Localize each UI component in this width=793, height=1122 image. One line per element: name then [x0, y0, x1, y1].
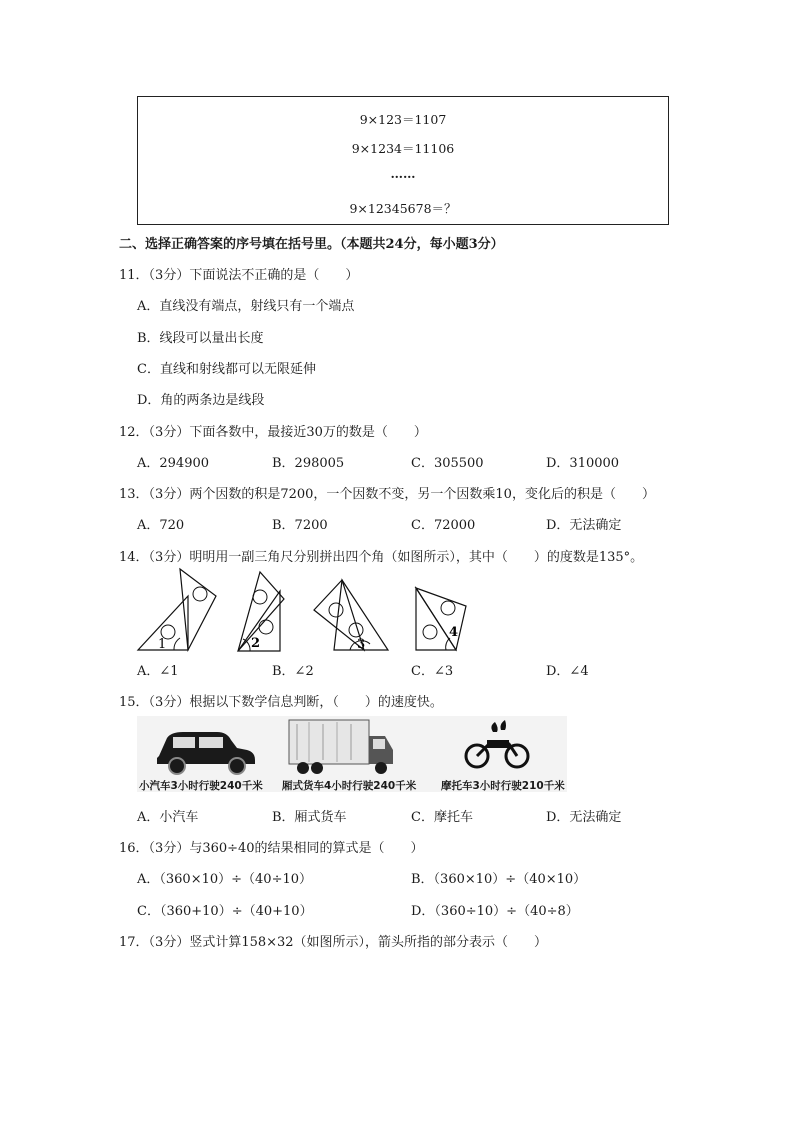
- angle-label-3: 3: [357, 637, 366, 652]
- q13-option-d: D．无法确定: [546, 518, 622, 533]
- q14-option-d: D．∠4: [546, 664, 589, 679]
- q11-stem: 11．（3分）下面说法不正确的是（ ）: [119, 268, 359, 283]
- pattern-line-2: 9×1234＝11106: [351, 141, 455, 156]
- q13-option-c: C．72000: [411, 518, 476, 533]
- triangle-figure-2: [236, 569, 288, 653]
- q14-option-a: A．∠1: [137, 664, 179, 679]
- q17-stem: 17．（3分）竖式计算158×32（如图所示），箭头所指的部分表示（ ）: [119, 935, 548, 950]
- q11-option-c: C．直线和射线都可以无限延伸: [137, 362, 316, 377]
- q16-option-c: C．（360+10）÷（40+10）: [137, 904, 313, 919]
- q16-stem: 16．（3分）与360÷40的结果相同的算式是（ ）: [119, 841, 424, 856]
- angle-label-4: 4: [449, 625, 459, 640]
- q15-option-a: A．小汽车: [137, 810, 199, 825]
- motorcycle-caption: 摩托车3小时行驶210千米: [441, 780, 565, 792]
- q14-option-b: B．∠2: [272, 664, 314, 679]
- truck-caption: 厢式货车4小时行驶240千米: [282, 780, 417, 792]
- q11-option-d: D．角的两条边是线段: [137, 393, 265, 408]
- q15-option-d: D．无法确定: [546, 810, 622, 825]
- q14-option-c: C．∠3: [411, 664, 454, 679]
- q12-option-c: C．305500: [411, 456, 484, 471]
- triangle-figure-1: [136, 566, 220, 652]
- q14-stem: 14．（3分）明明用一副三角尺分别拼出四个角（如图所示），其中（ ）的度数是135°。: [119, 550, 644, 565]
- q12-option-a: A．294900: [137, 456, 210, 471]
- triangle-figure-3: [312, 578, 392, 652]
- q15-option-c: C．摩托车: [411, 810, 473, 825]
- angle-label-1: 1: [158, 637, 167, 652]
- pattern-line-4: 9×12345678＝？: [349, 201, 457, 216]
- q15-stem: 15．（3分）根据以下数学信息判断，（ ）的速度快。: [119, 695, 443, 710]
- triangle-figure-4: [412, 584, 470, 652]
- q11-option-a: A．直线没有端点，射线只有一个端点: [137, 299, 355, 314]
- q16-option-b: B．（360×10）÷（40×10）: [411, 872, 587, 887]
- q15-option-b: B．厢式货车: [272, 810, 347, 825]
- q12-stem: 12．（3分）下面各数中，最接近30万的数是（ ）: [119, 425, 427, 440]
- q13-option-b: B．7200: [272, 518, 328, 533]
- section-title: 二、选择正确答案的序号填在括号里。（本题共24分，每小题3分）: [119, 237, 504, 252]
- q16-option-a: A．（360×10）÷（40÷10）: [137, 872, 313, 887]
- angle-label-2: 2: [251, 636, 261, 651]
- pattern-box: [137, 96, 669, 225]
- car-caption: 小汽车3小时行驶240千米: [139, 780, 263, 792]
- q13-option-a: A．720: [137, 518, 185, 533]
- q12-option-d: D．310000: [546, 456, 620, 471]
- pattern-ellipsis: ……: [390, 166, 416, 181]
- q16-option-d: D．（360÷10）÷（40÷8）: [411, 904, 579, 919]
- q12-option-b: B．298005: [272, 456, 345, 471]
- pattern-line-1: 9×123＝1107: [359, 112, 447, 127]
- q13-stem: 13．（3分）两个因数的积是7200，一个因数不变，另一个因数乘10，变化后的积是（ ）: [119, 487, 655, 502]
- q11-option-b: B．线段可以量出长度: [137, 331, 264, 346]
